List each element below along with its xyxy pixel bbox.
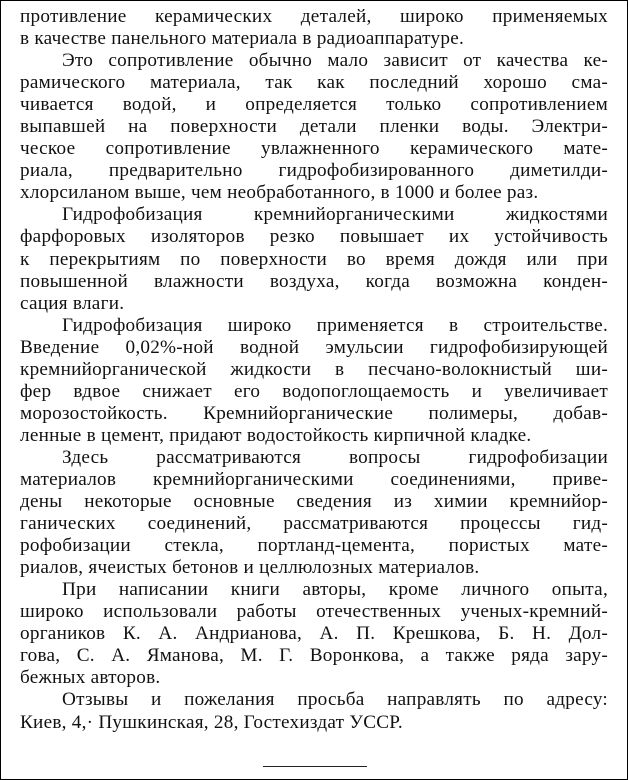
text-line: Киев, 4,· Пушкинская, 28, Гостехиздат УССР. <box>20 711 403 733</box>
text-line: ленные в цемент, придают водостойкость кирпичной кладке. <box>20 424 532 446</box>
text-line: При написании книги авторы, кроме личного опыта, <box>62 579 608 601</box>
text-line: рофобизации стекла, портланд-цемента, пористых мате- <box>20 535 608 557</box>
text-line: фер вдвое снижает его водопоглощаемость и увеличивает <box>20 380 608 402</box>
paragraph <box>20 6 608 50</box>
body-text <box>20 6 608 734</box>
text-line: фарфоровых изоляторов резко повышает их устойчивость <box>20 226 608 248</box>
text-line: рамического материала, так как последний хорошо сма- <box>20 72 608 94</box>
paragraph <box>20 447 608 579</box>
text-line: кремнийорганической жидкости в песчано-волокнистый ши- <box>20 358 608 380</box>
text-line: противление керамических деталей, широко применяемых <box>20 6 608 27</box>
text-line: Введение 0,02%-ной водной эмульсии гидрофобизирующей <box>20 336 608 358</box>
closing-rule <box>263 766 367 767</box>
text-line: широко использовали работы отечественных ученых-кремний- <box>20 601 608 623</box>
text-line: морозостойкость. Кремнийорганические полимеры, добав- <box>20 402 608 424</box>
text-line: органиков К. А. Андрианова, А. П. Крешкова, Б. Н. Дол- <box>20 623 608 645</box>
text-line: гова, С. А. Яманова, М. Г. Воронкова, а также ряда зару- <box>20 645 608 667</box>
text-line: Гидрофобизация широко применяется в строительстве. <box>62 314 608 336</box>
text-line: Здесь рассматриваются вопросы гидрофобизации <box>62 446 608 468</box>
text-line: Отзывы и пожелания просьба направлять по адресу: <box>62 689 608 711</box>
text-line: Гидрофобизация кремнийорганическими жидкостями <box>62 204 608 226</box>
text-line: дены некоторые основные сведения из химии кремнийор- <box>20 491 608 513</box>
text-line: выпавшей на поверхности детали пленки воды. Электри- <box>20 116 608 138</box>
text-line: материалов кремнийорганическими соединениями, приве- <box>20 468 608 490</box>
text-line: чивается водой, и определяется только сопротивлением <box>20 94 608 116</box>
text-line: сация влаги. <box>20 292 125 314</box>
paragraph <box>20 50 608 204</box>
text-line: повышенной влажности воздуха, когда возможна конден- <box>20 270 608 292</box>
text-line: риалов, ячеистых бетонов и целлюлозных материалов. <box>20 557 480 579</box>
paragraph <box>20 579 608 689</box>
paragraph <box>20 315 608 447</box>
text-line: к перекрытиям по поверхности во время дождя или при <box>20 248 608 270</box>
text-line: бежных авторов. <box>20 667 161 689</box>
text-line: ческое сопротивление увлажненного керамического мате- <box>20 138 608 160</box>
paragraph <box>20 689 608 733</box>
text-line: в качестве панельного материала в радиоаппаратуре. <box>20 28 465 50</box>
text-line: Это сопротивление обычно мало зависит от качества ке- <box>62 50 608 72</box>
paragraph <box>20 204 608 314</box>
text-line: риала, предварительно гидрофобизированного диметилди- <box>20 160 608 182</box>
text-line: хлорсиланом выше, чем необработанного, в 1000 и более раз. <box>20 182 539 204</box>
text-line: ганических соединений, рассматриваются процессы гид- <box>20 513 608 535</box>
